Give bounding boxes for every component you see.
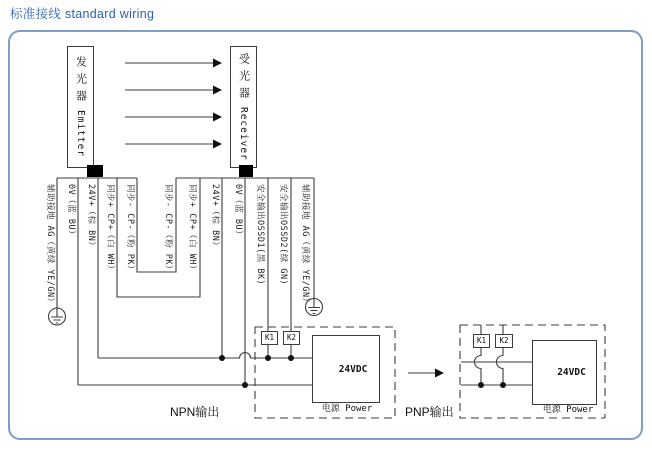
receiver-cable-connector: [239, 165, 253, 177]
pnp-psu-caption: 电源 Power: [542, 405, 594, 415]
wire-label-receiver-ossd2: 安全输出OSSD2(绿 GN): [278, 184, 288, 286]
npn-power-supply-box: [312, 335, 380, 403]
npn-relay-k1: K1: [261, 331, 278, 345]
emitter-label-cjk: 发光器: [74, 56, 88, 108]
wire-label-receiver-24v: 24V+（棕 BN）: [210, 184, 220, 251]
wire-label-receiver-sync-minus: 同步- CP-（粉 PK）: [163, 184, 173, 274]
npn-relay-k2: K2: [283, 331, 300, 345]
receiver-label-cjk: 受光器: [237, 53, 251, 105]
npn-psu-caption: 电源 Power: [321, 404, 373, 414]
npn-power-rails: [78, 353, 312, 389]
protective-earth-icon: [49, 308, 66, 325]
wire-label-receiver-ossd1: 安全输出OSSD1(黑 BK): [255, 184, 265, 286]
wire-label-receiver-0v: 0V（蓝 BU）: [233, 184, 243, 240]
npn-psu-voltage: 24VDC: [338, 363, 368, 375]
light-beam-arrows: [125, 59, 222, 149]
pnp-relay-k2: K2: [495, 334, 513, 348]
emitter-box: [67, 46, 94, 168]
wire-label-emitter-0v: 0V（蓝 BU）: [66, 184, 76, 240]
emitter-cable-connector: [87, 165, 103, 177]
pnp-output-label: PNP输出: [405, 405, 454, 419]
npn-output-label: NPN输出: [170, 405, 220, 419]
page-title: 标准接线 standard wiring: [10, 7, 155, 21]
pnp-power-supply-box: [532, 340, 597, 405]
receiver-box: [230, 46, 257, 168]
npn-to-pnp-arrow: [408, 369, 444, 378]
wire-label-receiver-sync-plus: 同步+ CP+（白 WH）: [187, 184, 197, 274]
wire-label-emitter-24v: 24V+（棕 BN）: [86, 184, 96, 251]
wire-label-emitter-sync-minus: 同步- CP-（粉 PK）: [125, 184, 135, 274]
receiver-label-en: Receiver: [238, 107, 249, 161]
emitter-label-en: Emitter: [75, 110, 86, 158]
pnp-relay-k1: K1: [473, 334, 490, 348]
pnp-psu-voltage: 24VDC: [557, 367, 586, 378]
wire-label-receiver-aux-ground: 辅助接地 AG（黄绿 YE/GN）: [300, 184, 310, 307]
wire-label-emitter-sync-plus: 同步+ CP+（白 WH）: [105, 184, 115, 274]
wire-label-emitter-aux-ground: 辅助接地 AG（黄绿 YE/GN）: [45, 184, 55, 307]
